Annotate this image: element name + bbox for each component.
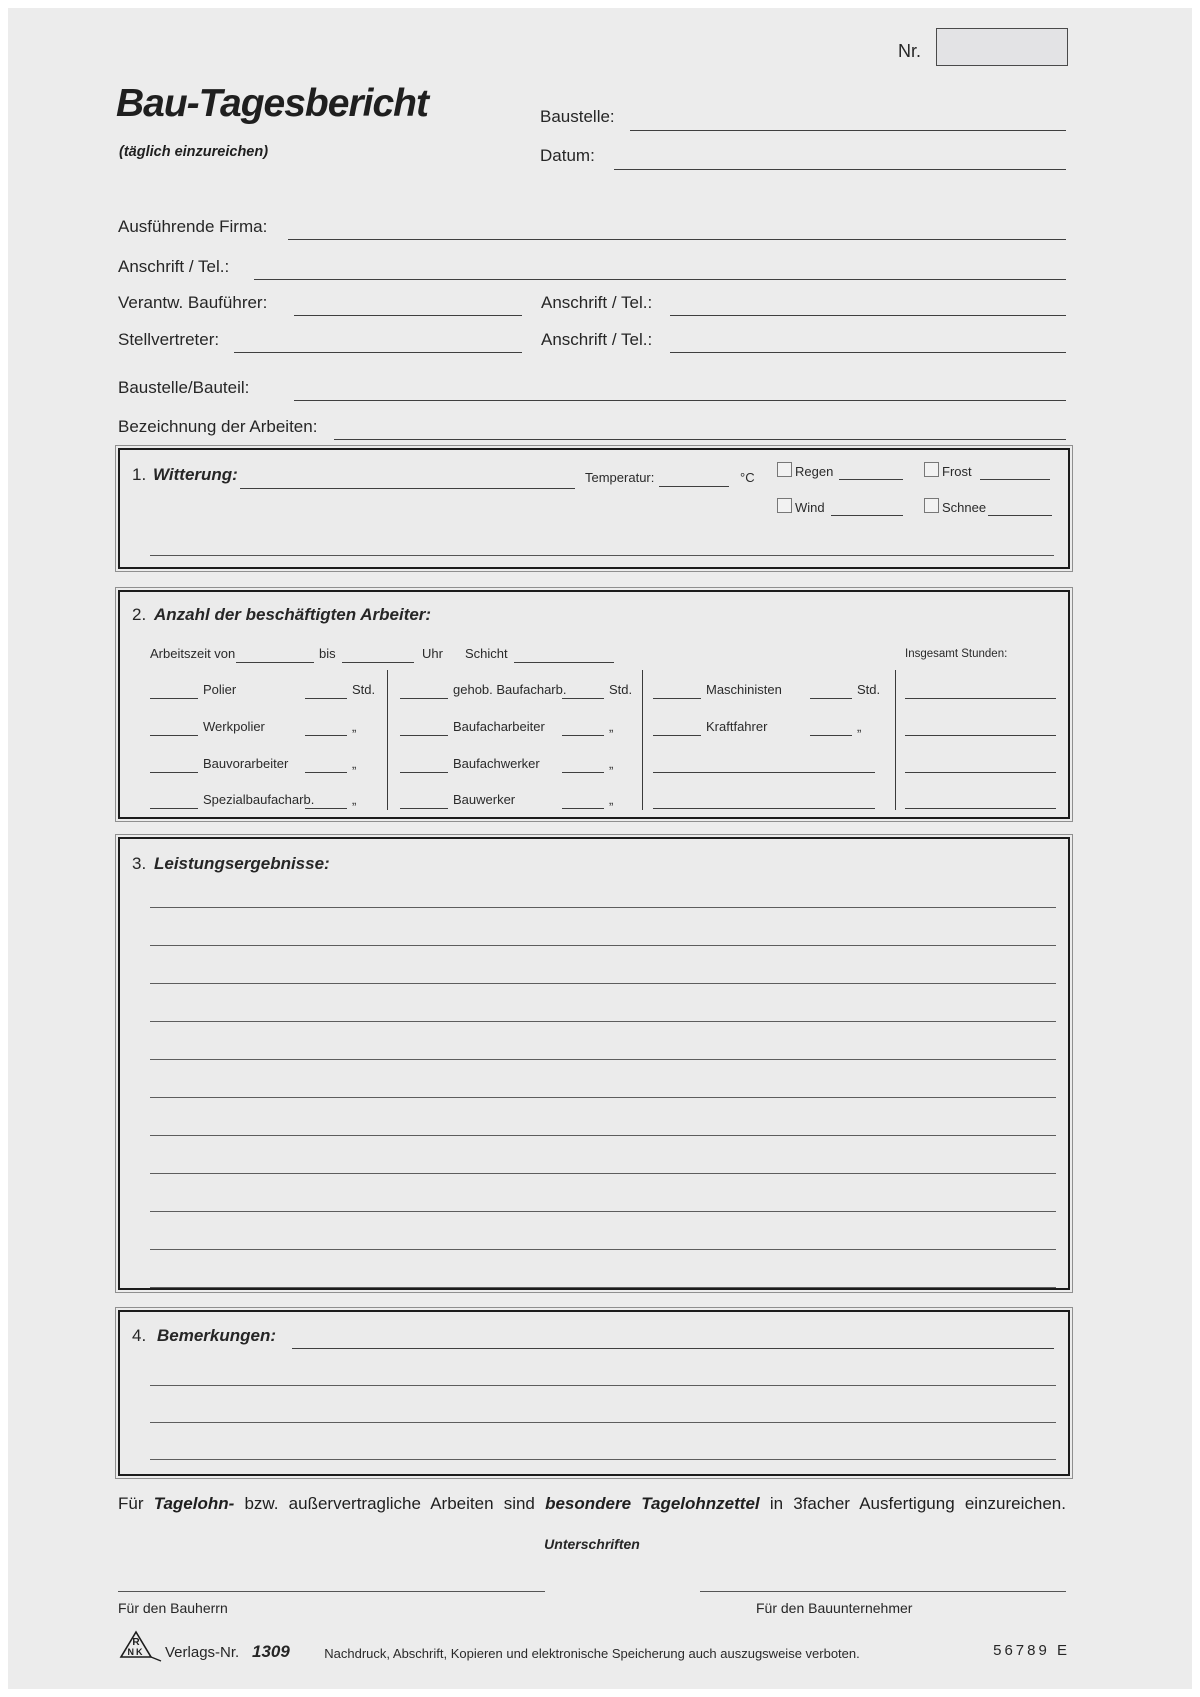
temperatur-line[interactable] [659, 486, 729, 487]
insgesamt-stunden-label: Insgesamt Stunden: [905, 648, 1008, 660]
worker-count-line[interactable] [400, 698, 448, 699]
nr-box[interactable] [936, 28, 1068, 66]
witterung-section [118, 448, 1070, 569]
ditto-mark: „ [609, 756, 614, 771]
leistung-section [118, 837, 1070, 1290]
bis-line[interactable] [342, 662, 414, 663]
worker-label-werkpolier: Werkpolier [203, 719, 265, 734]
notice-part-bold: Tagelohn- [153, 1494, 235, 1513]
anschrift-tel-line-1[interactable] [254, 279, 1066, 280]
bauherr-label: Für den Bauherrn [118, 1600, 228, 1616]
ditto-mark: „ [352, 719, 357, 734]
celsius-label: °C [740, 470, 755, 485]
worker-count-line[interactable] [653, 735, 701, 736]
insgesamt-line[interactable] [905, 772, 1056, 773]
wind-checkbox[interactable] [777, 498, 792, 513]
ruled-line[interactable] [150, 908, 1056, 946]
ruled-line[interactable] [150, 1349, 1056, 1386]
witterung-bottom-line[interactable] [150, 555, 1054, 556]
worker-extra-line[interactable] [653, 772, 875, 773]
worker-label-spezialbaufacharb: Spezialbaufacharb. [203, 792, 315, 807]
worker-hours-line[interactable] [562, 808, 604, 809]
baustelle-label: Baustelle: [540, 107, 615, 126]
anschrift-tel-line-3[interactable] [670, 352, 1066, 353]
tagelohn-notice [118, 1494, 1066, 1514]
worker-label-gehob-baufacharb: gehob. Baufacharb. [453, 682, 567, 697]
ruled-line[interactable] [150, 1060, 1056, 1098]
wind-label: Wind [795, 500, 825, 515]
worker-count-line[interactable] [150, 735, 198, 736]
anschrift-tel-line-2[interactable] [670, 315, 1066, 316]
anschrift-tel-label-3: Anschrift / Tel.: [541, 330, 653, 349]
verlags-nr-number: 1309 [252, 1642, 290, 1661]
std-label: Std. [352, 682, 376, 697]
notice-part: Für [118, 1494, 144, 1513]
std-label: Std. [609, 682, 633, 697]
temperatur-label: Temperatur: [585, 470, 655, 485]
ditto-mark: „ [609, 719, 614, 734]
bemerkungen-section [118, 1310, 1070, 1476]
worker-count-line[interactable] [150, 698, 198, 699]
worker-count-line[interactable] [400, 772, 448, 773]
ruled-line[interactable] [150, 1423, 1056, 1460]
witterung-title: Witterung: [153, 465, 238, 484]
frost-label: Frost [942, 464, 972, 479]
leistung-lines [150, 870, 1056, 1288]
section1-number: 1. [132, 465, 147, 484]
ditto-mark: „ [609, 792, 614, 807]
ruled-line[interactable] [150, 1174, 1056, 1212]
copyright-text: Nachdruck, Abschrift, Kopieren und elektronische Speicherung auch auszugsweise verboten. [324, 1646, 860, 1661]
column-divider-2 [642, 670, 643, 810]
rnk-logo-letters-nk: NK [127, 1647, 145, 1657]
arbeitszeit-von-label: Arbeitszeit von [150, 646, 236, 661]
worker-hours-line[interactable] [305, 772, 347, 773]
section3-number: 3. [132, 854, 147, 873]
baustelle-bauteil-label: Baustelle/Bauteil: [118, 378, 250, 397]
insgesamt-line[interactable] [905, 735, 1056, 736]
worker-label-maschinisten: Maschinisten [706, 682, 782, 697]
firma-line[interactable] [288, 239, 1066, 240]
worker-hours-line[interactable] [305, 698, 347, 699]
ditto-mark: „ [857, 719, 862, 734]
worker-label-baufachwerker: Baufachwerker [453, 756, 540, 771]
bauunternehmer-signature-line[interactable] [700, 1591, 1066, 1592]
regen-label: Regen [795, 464, 834, 479]
ruled-line[interactable] [150, 1136, 1056, 1174]
ruled-line[interactable] [150, 870, 1056, 908]
verlags-nr-label: Verlags-Nr. [165, 1644, 240, 1661]
regen-checkbox[interactable] [777, 462, 792, 477]
section2-number: 2. [132, 605, 147, 624]
bauherr-signature-line[interactable] [118, 1591, 545, 1592]
worker-extra-line[interactable] [653, 808, 875, 809]
schicht-label: Schicht [465, 646, 508, 661]
worker-hours-line[interactable] [562, 772, 604, 773]
bis-label: bis [319, 646, 336, 661]
worker-label-bauwerker: Bauwerker [453, 792, 516, 807]
verantw-baufuehrer-label: Verantw. Bauführer: [118, 293, 268, 312]
frost-line[interactable] [980, 479, 1050, 480]
datum-line[interactable] [614, 169, 1066, 170]
worker-hours-line[interactable] [305, 808, 347, 809]
stellvertreter-label: Stellvertreter: [118, 330, 220, 349]
firma-label: Ausführende Firma: [118, 217, 268, 236]
bemerkungen-lines [150, 1349, 1056, 1460]
ruled-line[interactable] [150, 984, 1056, 1022]
ditto-mark: „ [352, 792, 357, 807]
bezeichnung-label: Bezeichnung der Arbeiten: [118, 417, 318, 436]
bezeichnung-line[interactable] [334, 439, 1066, 440]
anschrift-tel-label-2: Anschrift / Tel.: [541, 293, 653, 312]
worker-hours-line[interactable] [562, 735, 604, 736]
worker-hours-line[interactable] [562, 698, 604, 699]
column-divider-1 [387, 670, 388, 810]
form-title: Bau-Tagesbericht [116, 82, 428, 125]
ruled-line[interactable] [150, 946, 1056, 984]
column-divider-3 [895, 670, 896, 810]
schicht-line[interactable] [514, 662, 614, 663]
worker-label-polier: Polier [203, 682, 237, 697]
worker-label-baufacharbeiter: Baufacharbeiter [453, 719, 545, 734]
baustelle-bauteil-line[interactable] [294, 400, 1066, 401]
anschrift-tel-label-1: Anschrift / Tel.: [118, 257, 230, 276]
notice-part-bold: besondere Tagelohnzettel [545, 1494, 760, 1513]
leistung-title: Leistungsergebnisse: [154, 854, 330, 873]
worker-count-line[interactable] [150, 772, 198, 773]
worker-hours-line[interactable] [810, 735, 852, 736]
insgesamt-line[interactable] [905, 808, 1056, 809]
worker-hours-line[interactable] [305, 735, 347, 736]
ruled-line[interactable] [150, 1386, 1056, 1423]
schnee-checkbox[interactable] [924, 498, 939, 513]
stellvertreter-line[interactable] [234, 352, 522, 353]
worker-count-line[interactable] [150, 808, 198, 809]
section4-number: 4. [132, 1326, 147, 1345]
schnee-line[interactable] [988, 515, 1052, 516]
schnee-label: Schnee [942, 500, 987, 515]
worker-count-line[interactable] [653, 698, 701, 699]
notice-part: in 3facher Ausfertigung einzureichen. [769, 1494, 1066, 1513]
bemerkungen-title: Bemerkungen: [157, 1326, 277, 1345]
nr-label: Nr. [898, 41, 922, 61]
regen-line[interactable] [839, 479, 903, 480]
rnk-logo-letter-r: R [132, 1637, 140, 1648]
arbeitszeit-von-line[interactable] [236, 662, 314, 663]
worker-count-line[interactable] [400, 735, 448, 736]
worker-count-line[interactable] [400, 808, 448, 809]
notice-part: bzw. außervertragliche Arbeiten sind [244, 1494, 535, 1513]
form-code: 56789 E [993, 1642, 1070, 1659]
std-label: Std. [857, 682, 881, 697]
uhr-label: Uhr [422, 646, 443, 661]
unterschriften-label: Unterschriften [544, 1536, 640, 1552]
worker-label-kraftfahrer: Kraftfahrer [706, 719, 768, 734]
worker-hours-line[interactable] [810, 698, 852, 699]
worker-label-bauvorarbeiter: Bauvorarbeiter [203, 756, 289, 771]
arbeiter-section [118, 590, 1070, 819]
ruled-line[interactable] [150, 1250, 1056, 1288]
bauunternehmer-label: Für den Bauunternehmer [756, 1600, 913, 1616]
arbeiter-title: Anzahl der beschäftigten Arbeiter: [154, 605, 432, 624]
ditto-mark: „ [352, 756, 357, 771]
datum-label: Datum: [540, 146, 595, 165]
frost-checkbox[interactable] [924, 462, 939, 477]
insgesamt-line[interactable] [905, 698, 1056, 699]
baustelle-line[interactable] [630, 130, 1066, 131]
wind-line[interactable] [831, 515, 903, 516]
form-subtitle: (täglich einzureichen) [119, 144, 269, 160]
verantw-baufuehrer-line[interactable] [294, 315, 522, 316]
witterung-line[interactable] [240, 488, 575, 489]
ruled-line[interactable] [150, 1212, 1056, 1250]
ruled-line[interactable] [150, 1098, 1056, 1136]
ruled-line[interactable] [150, 1022, 1056, 1060]
